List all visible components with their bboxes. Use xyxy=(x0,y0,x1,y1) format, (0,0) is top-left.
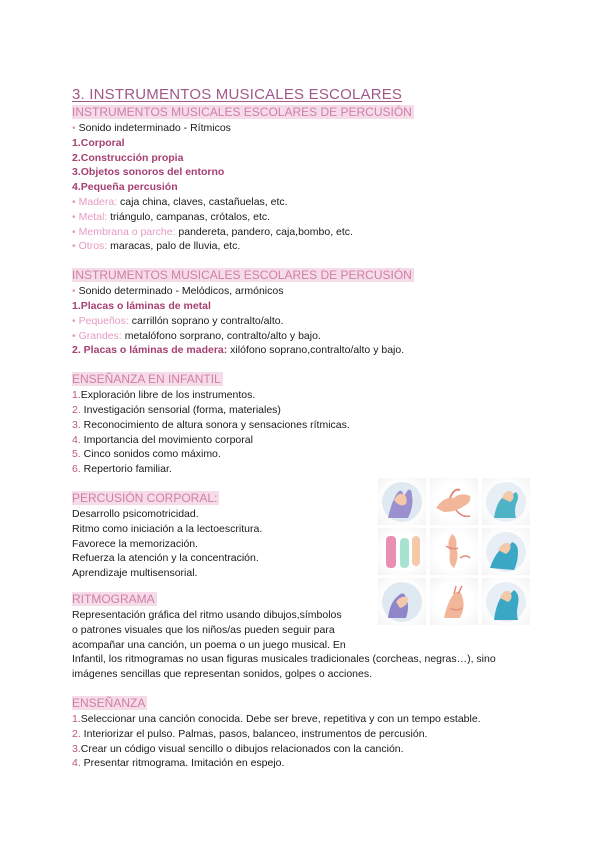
list-item: • Grandes: metalófono sorprano, contralto/alto y bajo. xyxy=(72,329,321,342)
bullet-icon: • xyxy=(72,210,76,223)
bullet-icon: • xyxy=(72,240,76,253)
bullet-line: • Sonido indeterminado - Rítmicos xyxy=(72,122,231,134)
bullet-icon: • xyxy=(72,285,76,298)
list-item: 1.Exploración libre de los instrumentos. xyxy=(72,389,256,402)
list-item: 3.Objetos sonoros del entorno xyxy=(72,166,225,179)
stomp-feet-icon xyxy=(430,528,478,575)
list-item: • Otros: maracas, palo de lluvia, etc. xyxy=(72,240,241,253)
text-line: Favorece la memorización. xyxy=(72,537,199,550)
section-heading: ENSEÑANZA xyxy=(72,695,146,710)
text-line: Ritmo como iniciación a la lectoescritura. xyxy=(72,522,263,535)
list-item: 4. Importancia del movimiento corporal xyxy=(72,433,253,446)
snap-fingers-icon xyxy=(482,478,530,525)
bullet-icon: • xyxy=(72,314,76,327)
bullet-icon: • xyxy=(72,225,76,238)
clap-hands-icon xyxy=(378,478,426,525)
text-line: Desarrollo psicomotricidad. xyxy=(72,507,199,520)
section-heading: ENSEÑANZA EN INFANTIL xyxy=(72,372,221,387)
text-line: Infantil, los ritmogramas no usan figuras musicales tradicionales (corcheas, negras…), sino xyxy=(72,653,496,666)
section-heading: PERCUSIÓN CORPORAL: xyxy=(72,490,218,505)
section-heading: INSTRUMENTOS MUSICALES ESCOLARES DE PERCUSIÓN xyxy=(72,105,412,119)
body-percussion-illustration xyxy=(378,478,530,627)
list-item: 2.Construcción propia xyxy=(72,151,184,164)
list-item: • Metal: triángulo, campanas, crótalos, etc. xyxy=(72,210,271,223)
text-line: o patrones visuales que los niños/as pueden seguir para xyxy=(72,623,335,636)
list-item: 3. Reconocimiento de altura sonora y sensaciones rítmicas. xyxy=(72,418,350,431)
list-item: • Pequeños: carrillón soprano y contralto/alto. xyxy=(72,314,284,327)
bullet-icon: • xyxy=(72,329,76,342)
text-line: Refuerza la atención y la concentración. xyxy=(72,552,259,565)
bullet-icon: • xyxy=(72,195,76,208)
list-item: 5. Cinco sonidos como máximo. xyxy=(72,448,221,461)
list-item: 4. Presentar ritmograma. Imitación en espejo. xyxy=(72,757,285,770)
list-item: 4.Pequeña percusión xyxy=(72,181,178,194)
section-percusion-determinado xyxy=(72,266,542,358)
bullet-line: • Sonido determinado - Melódicos, armónicos xyxy=(72,285,284,298)
list-item: 1.Placas o láminas de metal xyxy=(72,299,211,312)
text-line: Representación gráfica del ritmo usando dibujos,símbolos xyxy=(72,608,342,621)
list-item: 6. Repertorio familiar. xyxy=(72,463,172,476)
list-item: • Membrana o parche: pandereta, pandero, caja,bombo, etc. xyxy=(72,225,353,238)
section-heading: INSTRUMENTOS MUSICALES ESCOLARES DE PERCUSIÓN xyxy=(72,268,412,283)
document-page xyxy=(72,86,542,771)
clap-hands-icon xyxy=(482,578,530,625)
text-line: acompañar una canción, un poema o un juego musical. En xyxy=(72,638,346,651)
list-item: 1.Corporal xyxy=(72,136,125,149)
page-title: 3. INSTRUMENTOS MUSICALES ESCOLARES xyxy=(72,86,403,103)
text-line: imágenes sencillas que representan sonidos, golpes o acciones. xyxy=(72,668,373,681)
list-item: 2. Placas o láminas de madera: xilófono soprano,contralto/alto y bajo. xyxy=(72,344,405,357)
list-item: 3.Crear un código visual sencillo o dibujos relacionados con la canción. xyxy=(72,742,404,755)
bullet-icon: • xyxy=(72,122,76,134)
list-item: 1.Seleccionar una canción conocida. Debe ser breve, repetitiva y con un tempo estable. xyxy=(72,712,481,725)
pat-chest-icon xyxy=(378,578,426,625)
clap-hands-icon xyxy=(482,528,530,575)
list-item: • Madera: caja china, claves, castañuelas, etc. xyxy=(72,195,288,208)
pat-knees-icon xyxy=(378,528,426,575)
list-item: 2. Interiorizar el pulso. Palmas, pasos, balanceo, instrumentos de percusión. xyxy=(72,727,428,740)
section-percusion-indeterminado xyxy=(72,103,542,254)
snap-fingers-icon xyxy=(430,578,478,625)
list-item: 2. Investigación sensorial (forma, materiales) xyxy=(72,403,281,416)
text-line: Aprendizaje multisensorial. xyxy=(72,567,198,580)
section-ensenanza xyxy=(72,694,542,771)
section-ensenanza-infantil xyxy=(72,370,542,477)
section-heading: RITMOGRAMA xyxy=(72,591,155,606)
pat-chest-icon xyxy=(430,478,478,525)
